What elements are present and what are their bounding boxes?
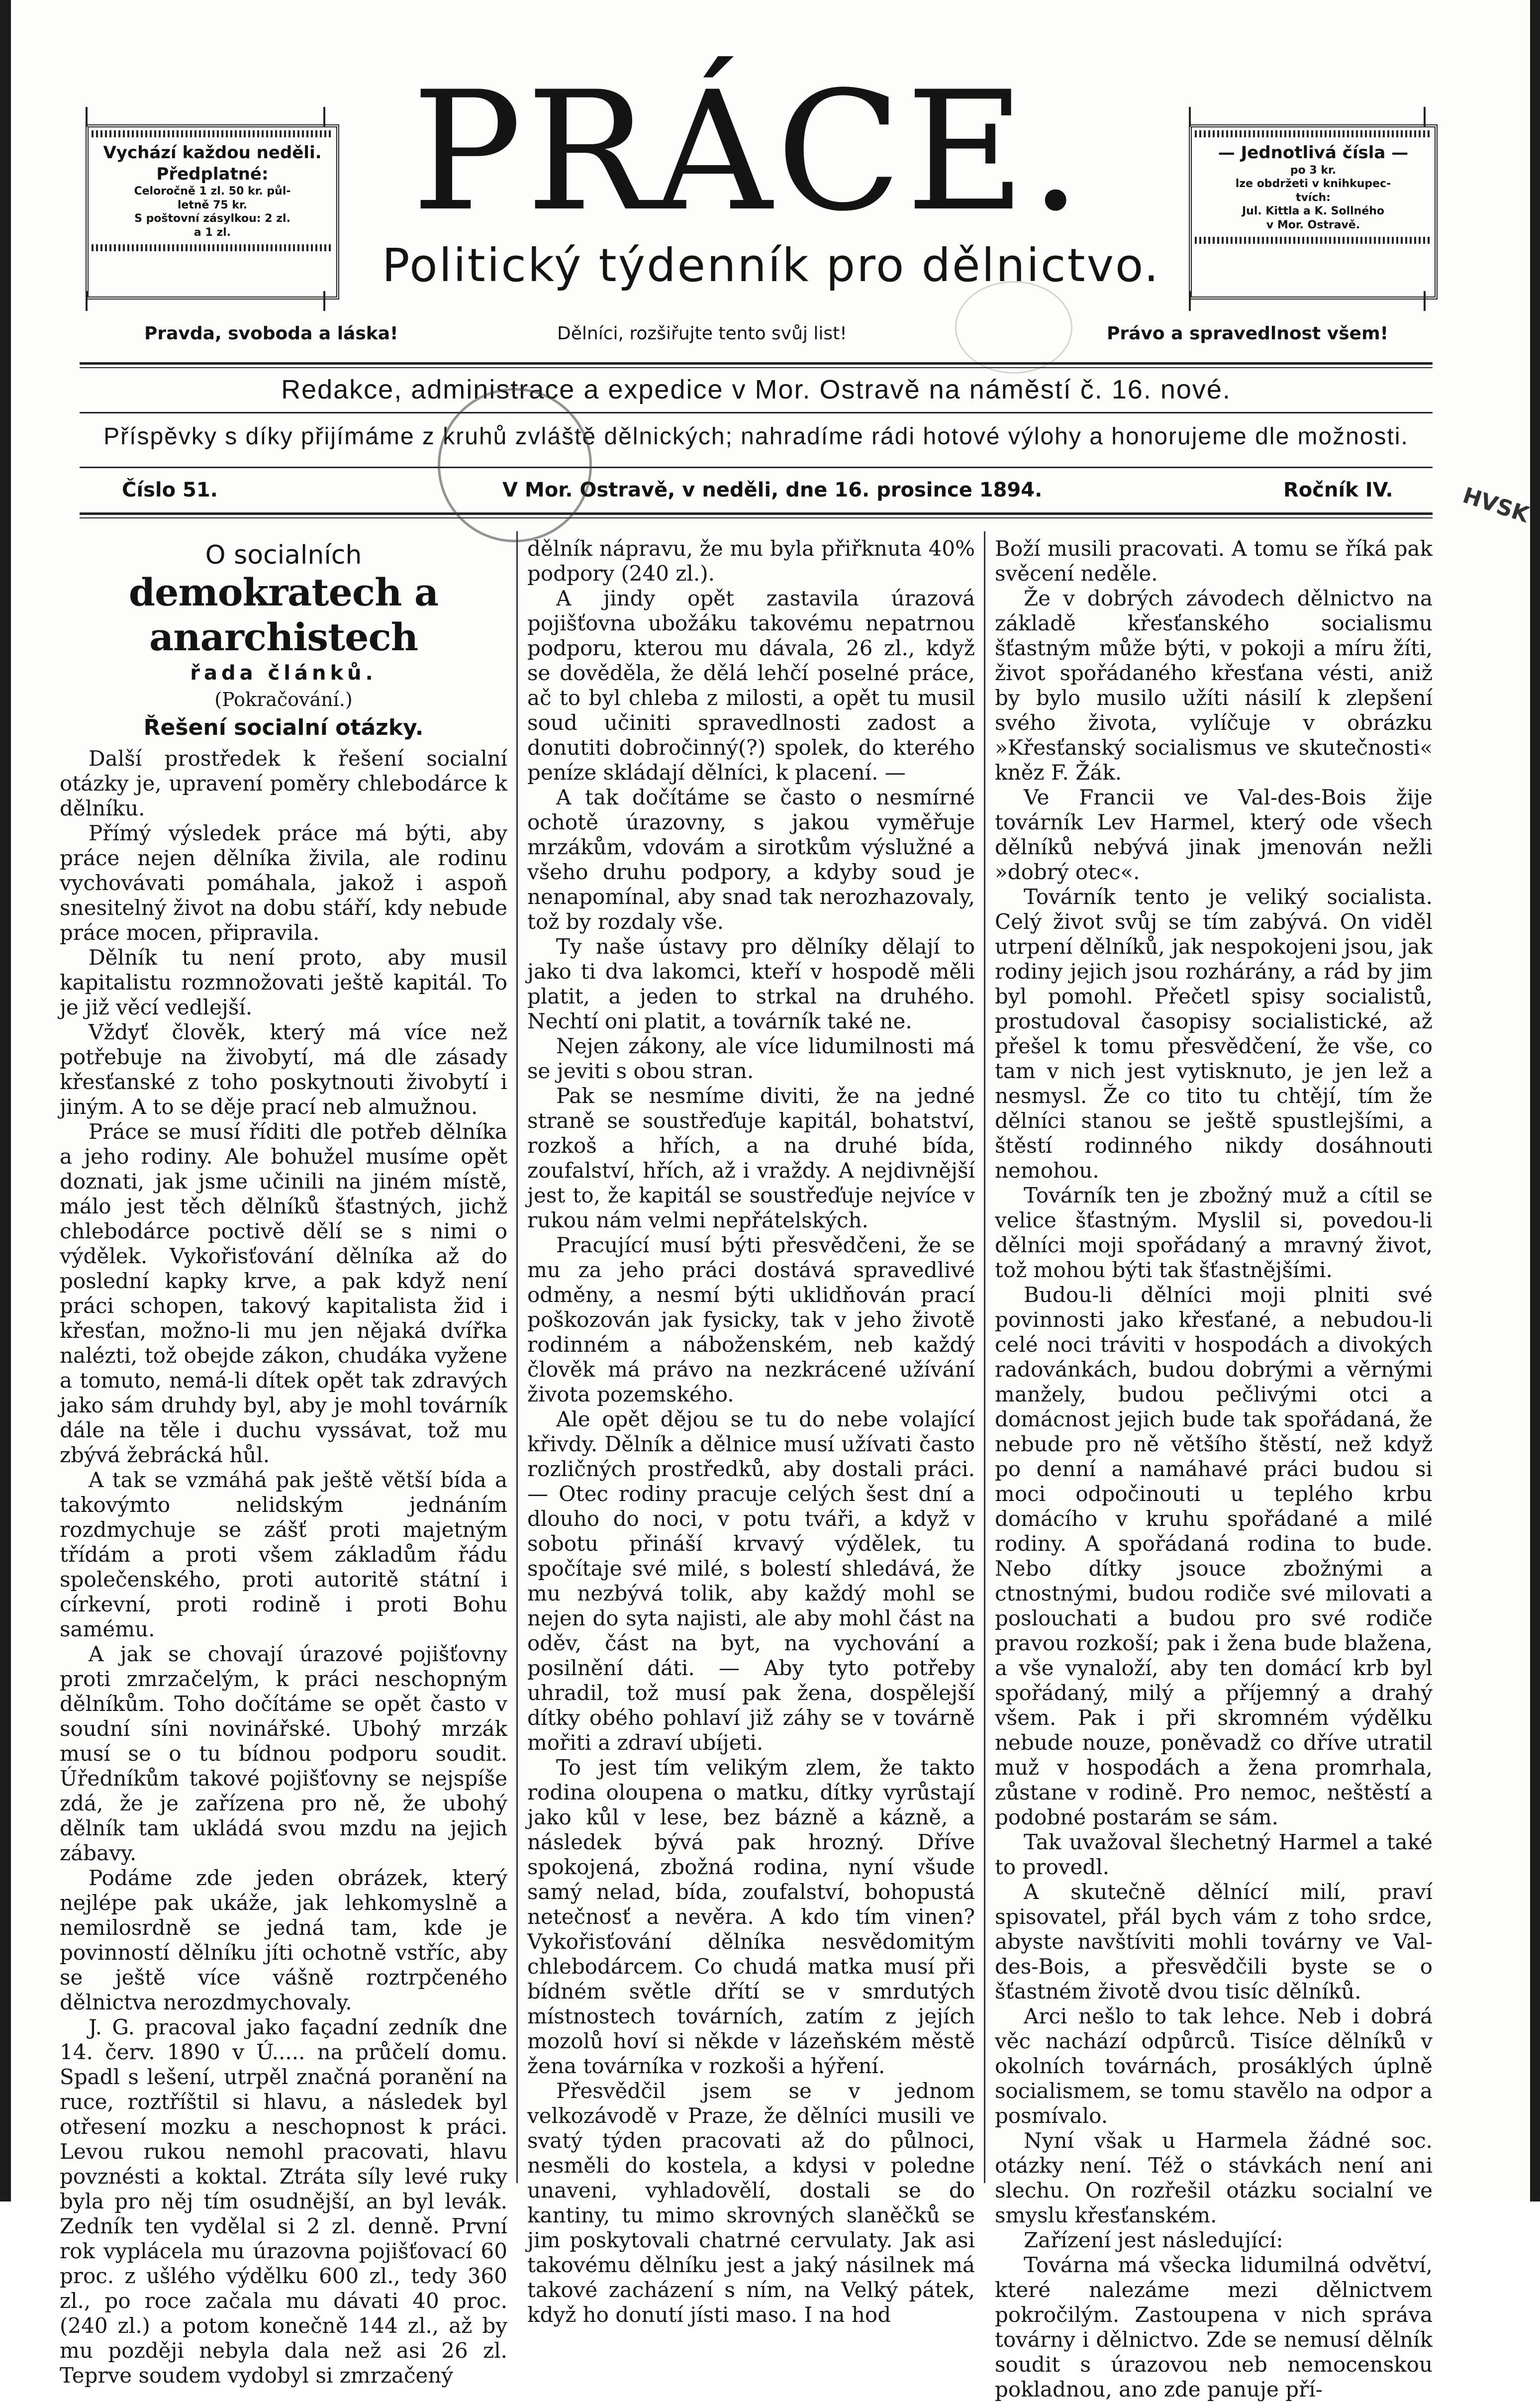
corner-stamp: HVSK <box>1459 483 1533 528</box>
single-issue-line: Jul. Kittla a K. Sollného <box>1242 205 1385 217</box>
box-hatch-top <box>1195 130 1432 137</box>
paragraph: Další prostředek k řešení socialní otázky je, upravení poměry chlebodárce k dělníku. <box>60 746 507 820</box>
paragraph: Továrník tento je veliký socialista. Celý život svůj se tím zabývá. On viděl utrpení dělníků, jak nespokojeni jsou, jak rodiny jejich jsou rozhárány, a rád by jim byl pomohl. Přečetl spisy socialistů, prostudoval časopisy socialistické, až přešel k tomu přesvědčení, že vše, co tam v nich jest vytisknuto, je jen lež a nesmysl. Že co tito tu chtějí, tím že dělníci stanou se ještě spustlejšími, a štěstí rodinného nikdy dosáhnouti nemohou. <box>995 885 1433 1183</box>
single-issue-line: po 3 kr. <box>1290 164 1337 177</box>
rule <box>80 412 1433 413</box>
column-1 <box>60 536 507 2388</box>
scan-edge-left <box>0 0 11 2202</box>
single-issue-box <box>1189 124 1438 300</box>
issue-number: Číslo 51. <box>122 479 218 501</box>
paragraph: Přesvědčil jsem se v jednom velkozávodě v Praze, že dělníci musili ve svatý týden pracovati až do půlnoci, nesměli do kostela, a kdysi v poledne unaveni, vyhladovělí, dostali se do kantiny, tu mimo skrovných slaněčků se jim poskytovali chatrné cervulaty. Jak asi takovému dělníku jest a jaký násilnek má takové zacházení s ním, na Velký pátek, když ho donutí jísti maso. I na hod <box>527 2079 975 2327</box>
paragraph: A skutečně dělnící milí, praví spisovatel, přál bych vám z toho srdce, abyste navštíviti mohli továrny ve Val-des-Bois, a přesvědčili byste se o šťastném životě dvou tisíc dělníků. <box>995 1880 1433 2003</box>
address-line: Redakce, administrace a expedice v Mor. Ostravě na náměstí č. 16. nové. <box>281 375 1231 404</box>
paragraph: Nejen zákony, ale více lidumilnosti má se jeviti s obou stran. <box>527 1034 975 1083</box>
subscription-heading: Vychází každou neděli. <box>103 143 322 163</box>
section-heading: Řešení socialní otázky. <box>143 715 424 740</box>
paragraph: Arci nešlo to tak lehce. Neb i dobrá věc nachází odpůrců. Tisíce dělníků v okolních továrnách, prosáklých úplně socialismem, se tomu stavělo na odpor a posmívalo. <box>995 2004 1433 2128</box>
column-3 <box>995 536 1433 2402</box>
paragraph: Podáme zde jeden obrázek, který nejlépe pak ukáže, jak lehkomyslně a nemilosrdně se jedná tam, kde je povinností dělníku jíti ochotně vstříc, aby se ještě více vášně roztrpčeného dělnictva nerozdmychovaly. <box>60 1866 507 2014</box>
column-separator <box>516 531 518 2183</box>
volume-label: Ročník IV. <box>1283 479 1393 501</box>
paragraph: Pracující musí býti přesvědčeni, že se mu za jeho práci dostává spravedlivé odměny, a nesmí býti uklidňován prací poškozován jak fysicky, tak v jeho životě rodinném a náboženském, neb každý člověk má právo na nezkrácené užívání života pozemského. <box>527 1233 975 1406</box>
paragraph: Pak se nesmíme diviti, že na jedné straně se soustřeďuje kapitál, bohatství, rozkoš a hřích, a na druhé bída, zoufalství, hřích, až i vraždy. A nejdivnější jest to, že kapitál se soustřeďuje nejvíce v rukou nám velmi nepřátelských. <box>527 1084 975 1232</box>
library-stamp-faint <box>955 281 1072 374</box>
paragraph: Zařízení jest následující: <box>1024 2228 1283 2252</box>
paragraph: Práce se musí říditi dle potřeb dělníka a jeho rodiny. Ale bohužel musíme opět doznati, jak jsme učinili na jiném místě, málo jest těch dělníků šťastných, jichž chlebodárce poctivě dělí se s nimi o výdělek. Vykořisťování dělníka až do poslední kapky krve, a pak když není práci schopen, takový kapitalista žid i křesťan, možno-li mu jen nějaká dvířka nalézti, tož obejde zákon, chudáka vyžene a tomuto, nemá-li dítek opět tak zdravých jako sám druhdy byl, aby je mohl továrník dále na těle i duchu vyssávat, tož mu zbývá žebrácká hůl. <box>60 1119 507 1467</box>
paragraph: Ve Francii ve Val-des-Bois žije továrník Lev Harmel, který ode všech dělníků nebývá jinak jmenován nežli »dobrý otec«. <box>995 785 1433 884</box>
subscription-sub: Předplatné: <box>156 164 269 184</box>
rule <box>80 367 1433 368</box>
subscription-box <box>86 124 339 300</box>
rule <box>80 362 1433 365</box>
box-tick <box>1424 107 1426 127</box>
paragraph: Tak uvažoval šlechetný Harmel a také to provedl. <box>995 1830 1433 1879</box>
box-tick <box>323 107 325 127</box>
paragraph: To jest tím velikým zlem, že takto rodina oloupena o matku, dítky vyrůstají jako kůl v lese, bez bázně a kázně, a následek bývá pak hrozný. Dříve spokojená, zbožná rodina, nyní všude samý nelad, bída, zoufalství, bohopustá netečnosť a nevěra. A kdo tím vinen? Vykořisťování dělníka nesvědomitým chlebodárcem. Co chudá matka musí při bídném světle dřítí se v smrdutých místnostech továrních, zatím z jejích mozolů hoví si někde v lázeňském městě žena továrníka v rozkoši a hýření. <box>527 1755 975 2078</box>
scan-edge-right <box>1530 0 1540 2202</box>
single-issue-line: lze obdržeti v knihkupec- <box>1235 178 1391 190</box>
contributions-line: Příspěvky s díky přijímáme z kruhů zvláště dělnických; nahradíme rádi hotové výlohy a honorujeme dle možnosti. <box>103 423 1409 450</box>
subscription-line: S poštovní zásylkou: 2 zl. <box>134 212 290 225</box>
column-separator <box>984 531 985 2183</box>
paragraph: Budou-li dělníci moji plniti své povinnosti jako křesťané, a nebudou-li celé noci tráviti v hospodách a divokých radovánkách, budou dobrými a věrnými manžely, budou pečlivými otci a domácnost jejich bude tak spořádaná, že nebude pro ně většího štěstí, než když po denní a namáhavé práci budou si moci odpočinouti u teplého krbu domácího v kruhu spořádané a milé rodiny. A spořádaná rodina to bude. Nebo dítky jsouce zbožnými a ctnostnými, budou rodiče své milovati a poslouchati a budou pro své rodiče pravou rozkoší; pak i žena bude blažena, a vše vynaloží, aby ten domácí krb byl spořádaný, milý a příjemný a drahý všem. Pak i při skromném výdělku nebude nouze, poněvadž co dříve utratil muž v hospodách a žena promrhala, zůstane v rodině. Pro nemoc, neštěstí a podobné postarám se sám. <box>995 1283 1433 1829</box>
paragraph: Vždyť člověk, který má více než potřebuje na živobytí, má dle zásady křesťanské z toho poskytnouti živobytí i jiným. A to se děje prací neb almužnou. <box>60 1020 507 1119</box>
paragraph: Továrna má všecka lidumilná odvětví, které nalezáme mezi dělnictvem pokročilým. Zastoupena v nich správa továrny i dělnictvo. Zde se nemusí dělník soudit s úrazovou neb nemocenskou pokladnou, ano zde panuje pří- <box>995 2253 1433 2402</box>
box-tick <box>1189 107 1191 127</box>
box-tick <box>86 107 88 127</box>
newspaper-title: PRÁCE. <box>411 56 1086 247</box>
paragraph: Přímý výsledek práce má býti, aby práce nejen dělníka živila, ale rodinu vychovávati pomáhala, jakož i aspoň snesitelný život na dobu stáří, kdy nebude práce mocen, připravila. <box>60 821 507 945</box>
paragraph: A jak se chovají úrazové pojišťovny proti zmrzačelým, k práci neschopným dělníkům. Toho dočítáme se opět často v soudní síni novinářské. Ubohý mrzák musí se o tu bídnou podporu soudit. Úředníkům takové pojišťovny se nejspíše zdá, že je zařízena pro ně, že ubohý dělník tam ukládá svou mzdu na jejich zábavy. <box>60 1642 507 1865</box>
box-hatch-bottom <box>92 244 333 251</box>
paragraph: Nyní však u Harmela žádné soc. otázky není. Též o stávkách není ani slechu. On rozřešil otázku socialní ve smyslu křesťanském. <box>995 2128 1433 2227</box>
subscription-line: letně 75 kr. <box>177 199 248 211</box>
single-issue-heading: — Jednotlivá čísla — <box>1218 143 1409 163</box>
paragraph: Továrník ten je zbožný muž a cítil se velice šťastným. Myslil si, povedou-li dělníci moji spořádaný a mravný život, tož mohou býti tak šťastnějšími. <box>995 1183 1433 1282</box>
box-hatch-top <box>92 130 333 137</box>
issue-date: V Mor. Ostravě, v neděli, dne 16. prosince 1894. <box>502 479 1043 501</box>
motto-left: Pravda, svoboda a láska! <box>144 323 398 344</box>
paragraph: Ale opět dějou se tu do nebe volající křivdy. Dělník a dělnice musí užívati často rozličných prostředků, aby dostali práci. — Otec rodiny pracuje celých šest dní a dlouho do noci, v potu tváři, a když v sobotu přináší krvavý výdělek, tu spočítaje své milé, s bolestí shledává, že mu nezbývá tolik, aby každý mohl se nejen do syta najisti, ale aby mohl část na oděv, část na byt, na vychování a posilnění dáti. — Aby tyto potřeby uhradil, tož musí pak žena, dospělejší dítky obého pohlaví již záhy se v továrně mořiti a zdraví ubíjeti. <box>527 1407 975 1755</box>
subscription-line: a 1 zl. <box>193 226 231 239</box>
paragraph: Ty naše ústavy pro dělníky dělají to jako ti dva lakomci, kteří v hospodě měli platit, a jeden to strkal na druhého. Nechtí oni platit, a továrník také ne. <box>527 934 975 1033</box>
column-2 <box>527 536 975 2327</box>
paragraph: Dělník tu není proto, aby musil kapitalistu rozmnožovati ještě kapitál. To je již věcí vedlejší. <box>60 945 507 1019</box>
rule <box>80 517 1433 518</box>
paragraph: A tak dočítáme se často o nesmírné ochotě úrazovny, s jakou vyměřuje mrzákům, vdovám a sirotkům výslužné a všeho druhu podpory, a kdyby soud je nenapomínal, aby snad tak nerozhazovaly, tož by rozdaly vše. <box>527 785 975 934</box>
paragraph: J. G. pracoval jako façadní zedník dne 14. červ. 1890 v Ú..... na průčelí domu. Spadl s lešení, utrpěl značná poranění na ruce, roztříštil si hlavu, a následek byl otřesení mozku a neschopnost k práci. Levou rukou nemohl pracovati, hlavu povznésti a koktal. Ztráta síly levé ruky byla pro něj tím osudnější, an byl levák. Zedník ten vydělal si 2 zl. denně. První rok vyplácela mu úrazovna pojišťovací 60 proc. z ušlého výdělku 600 zl., tedy 360 zl., po roce začala mu dávati 40 proc. (240 zl.) a potom konečně 144 zl., až by mu později nebyla dala než asi 26 zl. Teprve soudem vydobyl si zmrzačený <box>60 2015 507 2388</box>
paragraph: A jindy opět zastavila úrazová pojišťovna ubožáku takovému nepatrnou podporu, kterou mu dávala, 26 zl., když se dověděla, že dělá lehčí poselné práce, ač to byl chleba z milosti, a opět tu musil soud učiniti spravedlnosti zadost a donutiti dobročinný(?) spolek, do kterého peníze skládají dělníci, k placení. — <box>527 586 975 785</box>
article-continued: (Pokračování.) <box>214 689 353 710</box>
paragraph: dělník nápravu, že mu byla přiřknuta 40% podpory (240 zl.). <box>527 536 975 586</box>
single-issue-line: v Mor. Ostravě. <box>1266 218 1360 231</box>
box-hatch-bottom <box>1195 237 1432 244</box>
newspaper-subtitle: Politický týdenník pro dělnictvo. <box>382 239 1160 292</box>
paragraph: A tak se vzmáhá pak ještě větší bída a takovýmto nelidským jednáním rozdmychuje se zášť proti majetným třídám a proti všem základům řádu společenského, proti autoritě státní i církevní, proti rodině i proti Bohu samému. <box>60 1468 507 1641</box>
article-headline: demokratech a anarchistech <box>128 570 439 659</box>
single-issue-line: tvích: <box>1296 191 1331 204</box>
motto-center: Dělníci, rozšiřujte tento svůj list! <box>557 323 847 344</box>
article-kicker: O socialních <box>205 540 362 570</box>
subscription-line: Celoročně 1 zl. 50 kr. půl- <box>134 185 291 198</box>
paragraph: Že v dobrých závodech dělnictvo na základě křesťanského socialismu šťastným může býti, v pokoji a míru žíti, život spořádaného křesťana vésti, aniž by bylo musilo užíti násilí k zlepšení svého života, vylíčuje v obrázku »Křesťanský socialismus ve skutečnosti« kněz F. Žák. <box>995 586 1433 785</box>
rule <box>80 512 1433 515</box>
library-stamp <box>438 388 592 542</box>
paragraph: Boží musili pracovati. A tomu se říká pak svěcení neděle. <box>995 536 1433 586</box>
article-series: řada článků. <box>190 662 377 685</box>
motto-right: Právo a spravedlnost všem! <box>1107 323 1388 344</box>
rule <box>80 467 1433 468</box>
